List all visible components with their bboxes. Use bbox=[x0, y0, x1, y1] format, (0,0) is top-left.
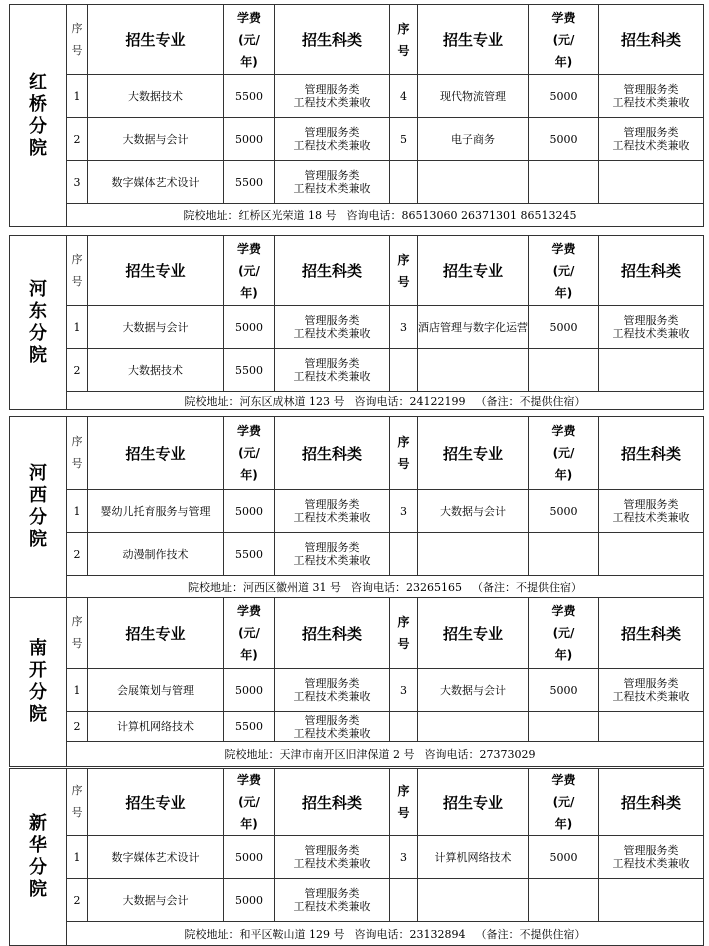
category-line: 管理服务类 bbox=[304, 169, 360, 182]
major-cell: 计算机网络技术 bbox=[418, 836, 529, 879]
seq-cell: 2 bbox=[67, 879, 88, 922]
seq-cell: 2 bbox=[67, 349, 88, 392]
category-cell bbox=[275, 712, 390, 742]
seq-header: 序 号 bbox=[67, 236, 88, 306]
address-cell bbox=[67, 922, 704, 946]
branch-name bbox=[10, 236, 67, 410]
category-line: 管理服务类 bbox=[304, 541, 360, 554]
category-line: 工程技术类兼收 bbox=[293, 900, 371, 913]
header-row bbox=[10, 236, 704, 306]
campus-address: 院校地址：河西区徽州道 31 号 bbox=[188, 580, 341, 594]
table-row bbox=[10, 879, 704, 922]
fee-header: 学费 (元/ 年) bbox=[224, 236, 275, 306]
category-header: 招生科类 bbox=[599, 769, 704, 836]
seq-cell: 3 bbox=[390, 836, 418, 879]
category-line: 工程技术类兼收 bbox=[612, 139, 690, 152]
fee-cell: 5500 bbox=[224, 533, 275, 576]
category-line: 管理服务类 bbox=[623, 498, 679, 511]
seq-cell: 2 bbox=[67, 712, 88, 742]
seq-cell bbox=[390, 349, 418, 392]
fee-cell: 5000 bbox=[529, 490, 599, 533]
category-line: 工程技术类兼收 bbox=[293, 857, 371, 870]
seq-header: 序 号 bbox=[390, 417, 418, 490]
address-row bbox=[10, 922, 704, 946]
fee-header: 学费 (元/ 年) bbox=[224, 598, 275, 669]
header-row bbox=[10, 598, 704, 669]
category-cell bbox=[275, 75, 390, 118]
branch-name-text: 河 东 分 院 bbox=[29, 278, 47, 366]
seq-cell: 2 bbox=[67, 533, 88, 576]
category-line: 管理服务类 bbox=[623, 677, 679, 690]
category-cell bbox=[275, 533, 390, 576]
category-line: 工程技术类兼收 bbox=[612, 96, 690, 109]
seq-cell: 1 bbox=[67, 490, 88, 533]
campus-address: 院校地址：红桥区光荣道 18 号 bbox=[183, 209, 337, 222]
fee-cell: 5500 bbox=[224, 349, 275, 392]
major-cell: 大数据与会计 bbox=[88, 306, 224, 349]
seq-cell: 5 bbox=[390, 118, 418, 161]
table-row bbox=[10, 75, 704, 118]
category-cell bbox=[275, 836, 390, 879]
category-cell bbox=[599, 490, 704, 533]
address-row bbox=[10, 392, 704, 410]
category-cell bbox=[599, 836, 704, 879]
branch-name-text: 南 开 分 院 bbox=[29, 638, 47, 725]
major-cell: 酒店管理与数字化运营 bbox=[418, 306, 529, 349]
category-cell bbox=[599, 533, 704, 576]
category-line: 工程技术类兼收 bbox=[293, 511, 371, 524]
fee-cell bbox=[529, 879, 599, 922]
seq-header: 序 号 bbox=[390, 769, 418, 836]
category-line: 管理服务类 bbox=[304, 357, 360, 370]
category-line: 工程技术类兼收 bbox=[293, 726, 371, 740]
major-header: 招生专业 bbox=[88, 598, 224, 669]
table-row bbox=[10, 836, 704, 879]
fee-header: 学费 (元/ 年) bbox=[529, 236, 599, 306]
major-cell bbox=[418, 533, 529, 576]
category-cell bbox=[275, 161, 390, 204]
category-cell bbox=[599, 306, 704, 349]
major-header: 招生专业 bbox=[418, 417, 529, 490]
major-cell bbox=[418, 161, 529, 204]
category-cell bbox=[275, 118, 390, 161]
major-cell: 数字媒体艺术设计 bbox=[88, 836, 224, 879]
seq-cell bbox=[390, 879, 418, 922]
category-cell bbox=[599, 712, 704, 742]
category-header: 招生科类 bbox=[599, 236, 704, 306]
major-cell: 大数据与会计 bbox=[88, 118, 224, 161]
major-cell bbox=[418, 349, 529, 392]
category-cell bbox=[275, 879, 390, 922]
seq-cell: 3 bbox=[390, 669, 418, 712]
seq-cell: 4 bbox=[390, 75, 418, 118]
campus-phone: 咨询电话：86513060 26371301 86513245 bbox=[346, 209, 577, 222]
category-line: 工程技术类兼收 bbox=[612, 511, 690, 524]
category-line: 管理服务类 bbox=[304, 126, 360, 139]
seq-cell bbox=[390, 161, 418, 204]
table-row bbox=[10, 161, 704, 204]
category-line: 管理服务类 bbox=[304, 677, 360, 690]
category-cell bbox=[275, 490, 390, 533]
table-row bbox=[10, 306, 704, 349]
campus-phone: 咨询电话：27373029 bbox=[424, 748, 536, 761]
category-line: 管理服务类 bbox=[623, 844, 679, 857]
category-line: 工程技术类兼收 bbox=[612, 327, 690, 340]
address-row bbox=[10, 742, 704, 767]
header-row bbox=[10, 769, 704, 836]
category-line: 管理服务类 bbox=[304, 498, 360, 511]
table-row bbox=[10, 669, 704, 712]
major-cell: 大数据与会计 bbox=[418, 669, 529, 712]
major-cell: 大数据与会计 bbox=[418, 490, 529, 533]
category-header: 招生科类 bbox=[275, 236, 390, 306]
address-cell bbox=[67, 204, 704, 227]
category-header: 招生科类 bbox=[599, 598, 704, 669]
seq-header: 序 号 bbox=[67, 769, 88, 836]
fee-cell bbox=[529, 349, 599, 392]
seq-cell: 1 bbox=[67, 306, 88, 349]
fee-header: 学费 (元/ 年) bbox=[529, 598, 599, 669]
major-cell: 会展策划与管理 bbox=[88, 669, 224, 712]
branch-name-text: 河 西 分 院 bbox=[29, 463, 47, 550]
fee-header: 学费 (元/ 年) bbox=[529, 417, 599, 490]
campus-address: 院校地址：河东区成林道 123 号 bbox=[184, 394, 345, 408]
category-header: 招生科类 bbox=[599, 5, 704, 75]
header-row bbox=[10, 5, 704, 75]
table-row bbox=[10, 533, 704, 576]
fee-cell bbox=[529, 712, 599, 742]
category-header: 招生科类 bbox=[275, 769, 390, 836]
address-cell bbox=[67, 742, 704, 767]
category-header: 招生科类 bbox=[599, 417, 704, 490]
category-line: 工程技术类兼收 bbox=[293, 327, 371, 340]
table-row bbox=[10, 490, 704, 533]
fee-cell: 5000 bbox=[529, 836, 599, 879]
seq-header: 序 号 bbox=[67, 598, 88, 669]
category-line: 工程技术类兼收 bbox=[293, 370, 371, 383]
branch-name-text: 新 华 分 院 bbox=[29, 813, 47, 900]
seq-header: 序 号 bbox=[390, 236, 418, 306]
campus-table bbox=[9, 416, 704, 598]
category-cell bbox=[275, 349, 390, 392]
campus-note: （备注：不提供住宿） bbox=[475, 927, 586, 941]
major-cell: 动漫制作技术 bbox=[88, 533, 224, 576]
category-header: 招生科类 bbox=[275, 417, 390, 490]
fee-cell: 5000 bbox=[224, 490, 275, 533]
fee-header: 学费 (元/ 年) bbox=[529, 769, 599, 836]
category-cell bbox=[599, 161, 704, 204]
fee-cell: 5000 bbox=[224, 118, 275, 161]
category-cell bbox=[599, 349, 704, 392]
major-header: 招生专业 bbox=[418, 769, 529, 836]
category-line: 管理服务类 bbox=[304, 83, 360, 96]
category-line: 工程技术类兼收 bbox=[293, 96, 371, 109]
category-line: 工程技术类兼收 bbox=[293, 139, 371, 152]
category-header: 招生科类 bbox=[275, 598, 390, 669]
major-header: 招生专业 bbox=[88, 417, 224, 490]
fee-cell: 5000 bbox=[529, 306, 599, 349]
address-cell bbox=[67, 392, 704, 410]
category-cell bbox=[599, 879, 704, 922]
campus-table bbox=[9, 597, 704, 767]
category-cell bbox=[275, 306, 390, 349]
seq-cell: 1 bbox=[67, 75, 88, 118]
header-row bbox=[10, 417, 704, 490]
category-cell bbox=[599, 118, 704, 161]
branch-name bbox=[10, 5, 67, 227]
seq-header: 序 号 bbox=[67, 417, 88, 490]
major-cell: 数字媒体艺术设计 bbox=[88, 161, 224, 204]
major-cell bbox=[418, 712, 529, 742]
campus-table bbox=[9, 768, 704, 946]
campus-note: （备注：不提供住宿） bbox=[472, 580, 582, 594]
fee-cell bbox=[529, 533, 599, 576]
category-line: 工程技术类兼收 bbox=[612, 690, 690, 703]
seq-cell: 3 bbox=[390, 490, 418, 533]
table-row bbox=[10, 712, 704, 742]
seq-cell: 3 bbox=[67, 161, 88, 204]
category-line: 工程技术类兼收 bbox=[293, 554, 371, 567]
fee-cell: 5000 bbox=[224, 836, 275, 879]
seq-header: 序 号 bbox=[390, 598, 418, 669]
major-cell: 计算机网络技术 bbox=[88, 712, 224, 742]
category-header: 招生科类 bbox=[275, 5, 390, 75]
fee-header: 学费 (元/ 年) bbox=[224, 769, 275, 836]
major-cell: 大数据技术 bbox=[88, 349, 224, 392]
major-cell: 婴幼儿托育服务与管理 bbox=[88, 490, 224, 533]
campus-phone: 咨询电话：24122199 bbox=[354, 394, 466, 408]
category-cell bbox=[599, 75, 704, 118]
table-row bbox=[10, 118, 704, 161]
category-line: 工程技术类兼收 bbox=[293, 182, 371, 195]
major-cell: 大数据与会计 bbox=[88, 879, 224, 922]
major-cell: 大数据技术 bbox=[88, 75, 224, 118]
branch-name bbox=[10, 417, 67, 598]
branch-name bbox=[10, 598, 67, 767]
major-header: 招生专业 bbox=[418, 236, 529, 306]
campus-table bbox=[9, 235, 704, 410]
seq-cell bbox=[390, 533, 418, 576]
fee-cell: 5000 bbox=[224, 306, 275, 349]
category-line: 管理服务类 bbox=[304, 887, 360, 900]
fee-header: 学费 (元/ 年) bbox=[224, 417, 275, 490]
seq-cell: 1 bbox=[67, 836, 88, 879]
branch-name-text: 红 桥 分 院 bbox=[29, 71, 47, 159]
fee-cell: 5000 bbox=[529, 118, 599, 161]
seq-header: 序 号 bbox=[390, 5, 418, 75]
fee-cell: 5000 bbox=[224, 669, 275, 712]
major-cell bbox=[418, 879, 529, 922]
major-header: 招生专业 bbox=[418, 5, 529, 75]
campus-phone: 咨询电话：23132894 bbox=[354, 927, 466, 941]
seq-cell: 3 bbox=[390, 306, 418, 349]
major-header: 招生专业 bbox=[418, 598, 529, 669]
fee-header: 学费 (元/ 年) bbox=[529, 5, 599, 75]
fee-cell: 5000 bbox=[529, 669, 599, 712]
category-line: 工程技术类兼收 bbox=[293, 690, 371, 703]
seq-cell: 1 bbox=[67, 669, 88, 712]
fee-cell: 5500 bbox=[224, 161, 275, 204]
major-cell: 现代物流管理 bbox=[418, 75, 529, 118]
seq-cell bbox=[390, 712, 418, 742]
campus-table bbox=[9, 4, 704, 227]
category-line: 管理服务类 bbox=[623, 314, 679, 327]
category-cell bbox=[275, 669, 390, 712]
campus-address: 院校地址：和平区鞍山道 129 号 bbox=[184, 927, 345, 941]
category-line: 工程技术类兼收 bbox=[612, 857, 690, 870]
fee-header: 学费 (元/ 年) bbox=[224, 5, 275, 75]
campus-address: 院校地址：天津市南开区旧津保道 2 号 bbox=[224, 748, 415, 761]
major-header: 招生专业 bbox=[88, 236, 224, 306]
fee-cell: 5500 bbox=[224, 712, 275, 742]
major-cell: 电子商务 bbox=[418, 118, 529, 161]
address-row bbox=[10, 204, 704, 227]
address-row bbox=[10, 576, 704, 598]
branch-name bbox=[10, 769, 67, 946]
table-row bbox=[10, 349, 704, 392]
seq-cell: 2 bbox=[67, 118, 88, 161]
seq-header: 序 号 bbox=[67, 5, 88, 75]
campus-note: （备注：不提供住宿） bbox=[475, 394, 586, 408]
address-cell bbox=[67, 576, 704, 598]
major-header: 招生专业 bbox=[88, 5, 224, 75]
category-cell bbox=[599, 669, 704, 712]
campus-phone: 咨询电话：23265165 bbox=[351, 580, 462, 594]
fee-cell: 5000 bbox=[224, 879, 275, 922]
category-line: 管理服务类 bbox=[304, 713, 360, 727]
category-line: 管理服务类 bbox=[304, 844, 360, 857]
fee-cell bbox=[529, 161, 599, 204]
fee-cell: 5500 bbox=[224, 75, 275, 118]
major-header: 招生专业 bbox=[88, 769, 224, 836]
category-line: 管理服务类 bbox=[623, 83, 679, 96]
fee-cell: 5000 bbox=[529, 75, 599, 118]
category-line: 管理服务类 bbox=[623, 126, 679, 139]
category-line: 管理服务类 bbox=[304, 314, 360, 327]
